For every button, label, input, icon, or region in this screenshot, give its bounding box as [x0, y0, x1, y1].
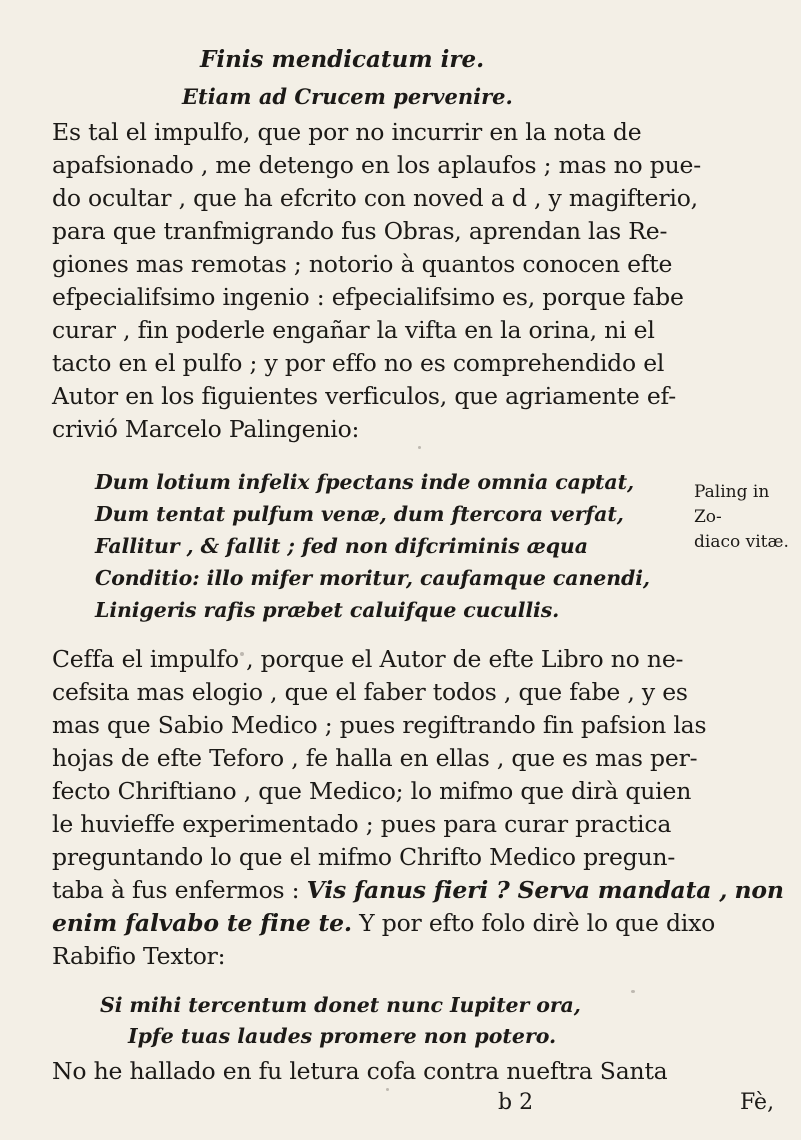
para1-line: Autor en los figuientes verficulos, que agriamente ef- — [52, 382, 676, 410]
catchword: Fè, — [740, 1090, 775, 1115]
ink-speck — [240, 652, 244, 656]
heading-finis: Finis mendicatum ire. — [200, 46, 485, 73]
para2-line — [52, 876, 784, 904]
para2-latin-quote: non — [734, 876, 784, 904]
ink-speck — [386, 1088, 389, 1091]
para2-line: le huvieffe experimentado ; pues para curar practica — [52, 810, 672, 838]
verse1-line: Dum tentat pulfum venæ, dum ftercora verfat, — [95, 502, 624, 526]
margin-note — [694, 480, 798, 555]
para2-line: Ceffa el impulfo , porque el Autor de efte Libro no ne- — [52, 645, 684, 673]
margin-note-line: diaco vitæ. — [694, 532, 789, 552]
para2-line: preguntando lo que el mifmo Chrifto Medico pregun- — [52, 843, 676, 871]
para1-line: do ocultar , que ha efcrito con noved a d , y magifterio, — [52, 184, 698, 212]
ink-speck — [631, 990, 635, 993]
para3-line: No he hallado en fu letura cofa contra nueftra Santa — [52, 1057, 668, 1085]
para1-line: tacto en el pulfo ; y por effo no es comprehendido el — [52, 349, 665, 377]
margin-note-line: Paling in Zo- — [694, 482, 770, 527]
verse1-line: Conditio: illo mifer moritur, caufamque canendi, — [95, 566, 650, 590]
para2-line: fecto Chriftiano , que Medico; lo mifmo que dirà quien — [52, 777, 692, 805]
para1-line: giones mas remotas ; notorio à quantos conocen efte — [52, 250, 673, 278]
signature-mark: b 2 — [498, 1090, 534, 1115]
para1-line: para que tranfmigrando fus Obras, aprendan las Re- — [52, 217, 668, 245]
para2-line: mas que Sabio Medico ; pues regiftrando fin pafsion las — [52, 711, 707, 739]
verse2-line: Si mihi tercentum donet nunc Iupiter ora, — [100, 993, 581, 1017]
verse1-line: Dum lotium infelix fpectans inde omnia captat, — [95, 470, 635, 494]
para1-line: Es tal el impulfo, que por no incurrir en la nota de — [52, 118, 642, 146]
para2-line: hojas de efte Teforo , fe halla en ellas , que es mas per- — [52, 744, 698, 772]
verse2-line: Ipfe tuas laudes promere non potero. — [128, 1024, 557, 1048]
para2-text: Y por efto folo dirè lo que dixo — [359, 909, 716, 937]
para1-line: apafsionado , me detengo en los aplaufos ; mas no pue- — [52, 151, 701, 179]
para1-line: efpecialifsimo ingenio : efpecialifsimo es, porque fabe — [52, 283, 684, 311]
para2-line — [52, 909, 715, 937]
para2-line: Rabifio Textor: — [52, 942, 226, 970]
para1-line: curar , fin poderle engañar la vifta en la orina, ni el — [52, 316, 655, 344]
verse1-line: Fallitur , & fallit ; fed non difcriminis æqua — [95, 534, 588, 558]
para2-text: taba à fus enfermos : — [52, 876, 300, 904]
para2-line: cefsita mas elogio , que el faber todos , que fabe , y es — [52, 678, 688, 706]
para2-latin-quote: Vis fanus fieri ? Serva mandata , — [306, 876, 728, 904]
para1-line: crivió Marcelo Palingenio: — [52, 415, 360, 443]
ink-speck — [418, 446, 421, 449]
heading-etiam: Etiam ad Crucem pervenire. — [182, 84, 513, 109]
verse1-line: Linigeris rafis præbet caluifque cucullis. — [95, 598, 560, 622]
para2-latin-quote: enim falvabo te fine te. — [52, 909, 352, 937]
